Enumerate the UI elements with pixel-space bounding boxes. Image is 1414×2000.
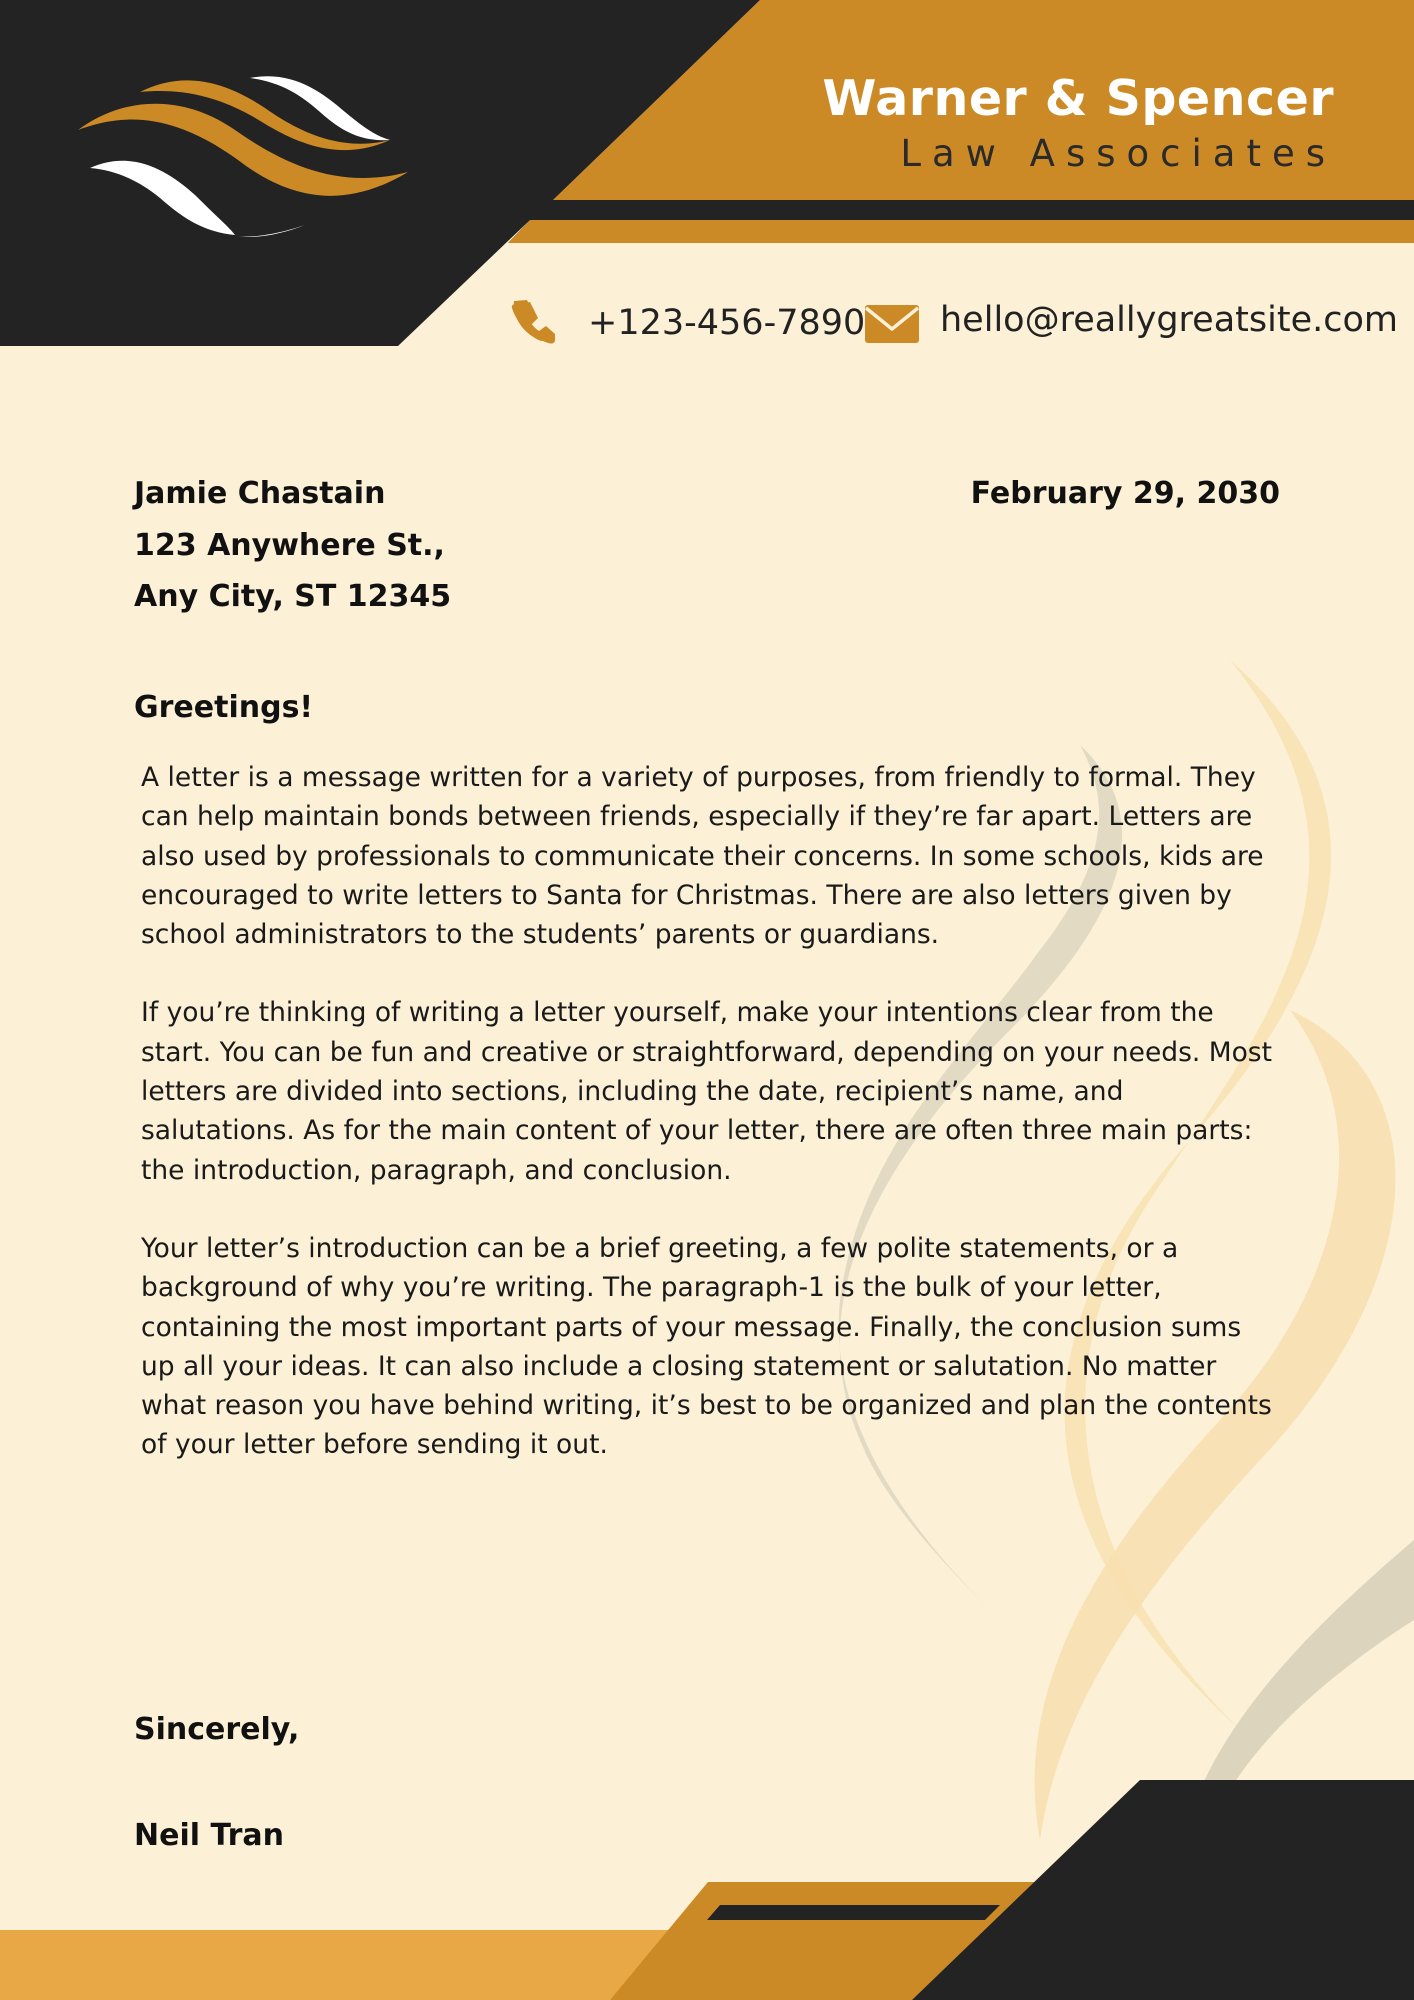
greeting: Greetings! [134, 690, 314, 725]
phone-number[interactable]: +123-456-7890 [588, 303, 866, 343]
letter-body [141, 758, 1276, 1504]
envelope-icon [865, 305, 919, 343]
body-paragraph-2: If you’re thinking of writing a letter yourself, make your intentions clear from the start. You can be fun and creative or straightforward, depending on your needs. Most letters are divided into sections, including the date, recipient’s name, and salutations. As for the main content of your letter, there are often three main parts: the introduction, paragraph, and conclusion. [141, 997, 1272, 1186]
recipient-name: Jamie Chastain [134, 476, 386, 511]
email-address[interactable]: hello@reallygreatsite.com [940, 300, 1398, 340]
company-name: Warner & Spencer [822, 70, 1334, 127]
body-paragraph-3: Your letter’s introduction can be a brief greeting, a few polite statements, or a background of why you’re writing. The paragraph-1 is the bulk of your letter, containing the most important parts of your message. Finally, the conclusion sums up all your ideas. It can also include a closing statement or salutation. No matter what reason you have behind writing, it’s best to be organized and plan the contents of your letter before sending it out. [141, 1232, 1272, 1461]
closing-salutation: Sincerely, [134, 1712, 300, 1747]
body-paragraph-1: A letter is a message written for a variety of purposes, from friendly to formal. They can help maintain bonds between friends, especially if they’re far apart. Letters are also used by professionals to communicate their concerns. In some schools, kids are encouraged to write letters to Santa for Christmas. There are also letters given by school administrators to the students’ parents or guardians. [141, 762, 1264, 951]
header-dark-corner [0, 220, 530, 346]
recipient-street: 123 Anywhere St., [134, 528, 445, 563]
letter-date: February 29, 2030 [970, 476, 1280, 511]
header-gold-stripe [508, 220, 1414, 243]
phone-icon [512, 300, 555, 344]
company-subtitle: Law Associates [900, 132, 1336, 175]
recipient-city: Any City, ST 12345 [134, 579, 452, 614]
footer-light-band [0, 1930, 670, 2000]
signature-name: Neil Tran [134, 1818, 285, 1853]
